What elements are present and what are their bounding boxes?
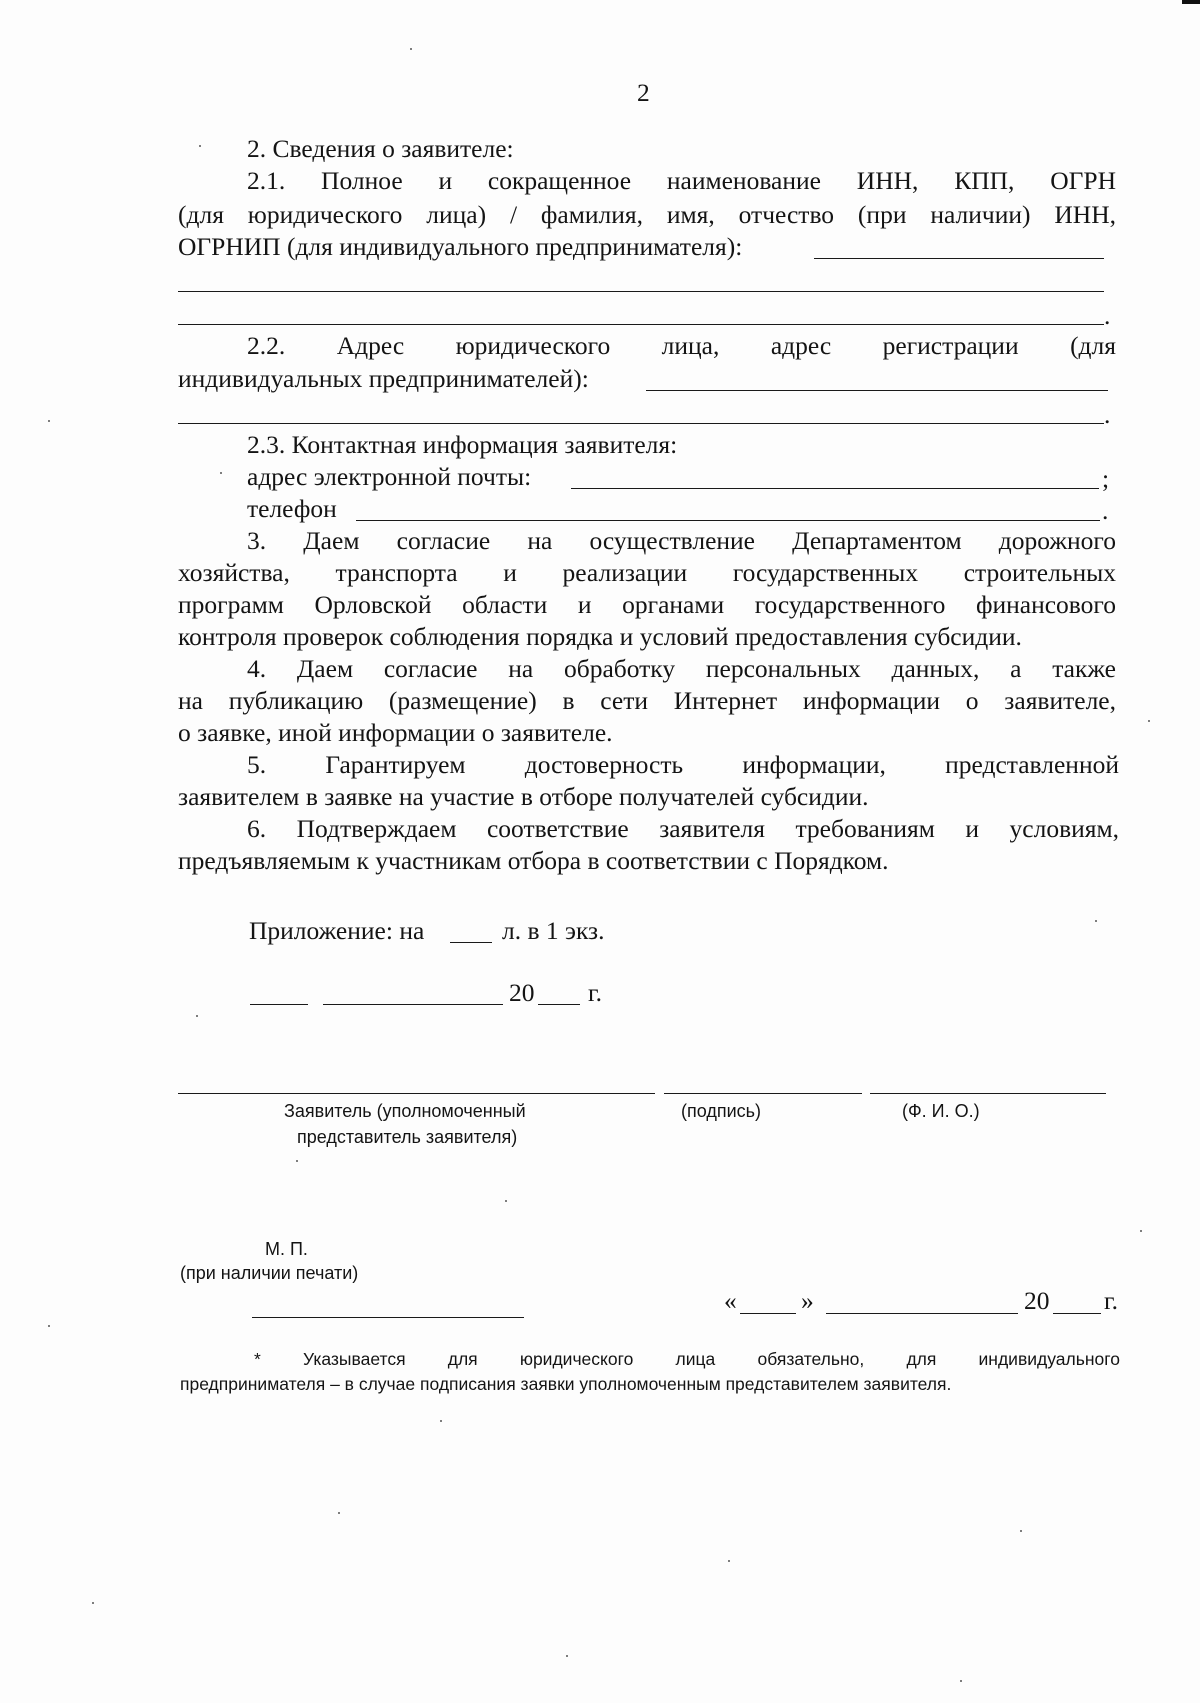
date-year-prefix: 20 — [509, 978, 535, 1007]
applicant-label-line-1: Заявитель (уполномоченный — [284, 1101, 526, 1121]
date-bottom-close-quote: » — [801, 1286, 814, 1315]
scan-speck — [728, 1560, 730, 1562]
scan-speck — [220, 472, 222, 474]
item-2-2-end-mark: . — [1104, 400, 1111, 429]
date-bottom-year-suffix: г. — [1104, 1286, 1118, 1315]
signature-line[interactable] — [664, 1093, 862, 1094]
blank-line-name-1[interactable] — [814, 258, 1104, 259]
date-day-field[interactable] — [250, 1004, 308, 1005]
scan-speck — [440, 1420, 442, 1422]
item-4-line-3: о заявке, иной информации о заявителе. — [178, 718, 613, 747]
item-2-2-line-1: 2.2. Адрес юридического лица, адрес регистрации (для — [247, 331, 1116, 360]
item-2-1-line-2: (для юридического лица) / фамилия, имя, отчество (при наличии) ИНН, — [178, 200, 1116, 229]
attachment-prefix: Приложение: на — [249, 916, 425, 945]
item-6-line-2: предъявляемым к участникам отбора в соответствии с Порядком. — [178, 846, 889, 875]
email-field[interactable] — [571, 488, 1099, 489]
item-2-1-line-3: ОГРНИП (для индивидуального предпринимателя): — [178, 232, 743, 261]
footnote-separator — [252, 1317, 524, 1318]
footnote-line-2: предпринимателя – в случае подписания заявки уполномоченным представителем заявителя. — [180, 1374, 952, 1394]
scan-speck — [960, 1680, 962, 1682]
scan-speck — [505, 1200, 507, 1202]
page-number: 2 — [637, 78, 650, 107]
scan-speck — [338, 1512, 340, 1514]
scan-speck — [48, 420, 50, 422]
signature-label: (подпись) — [681, 1101, 762, 1121]
date-bottom-month-field[interactable] — [826, 1313, 1018, 1314]
attachment-suffix: л. в 1 экз. — [502, 916, 605, 945]
item-5-line-1: 5. Гарантируем достоверность информации, представленной — [247, 750, 1119, 779]
blank-line-address-2[interactable] — [178, 423, 1104, 424]
blank-line-name-3[interactable] — [178, 324, 1104, 325]
fio-label: (Ф. И. О.) — [902, 1101, 980, 1121]
item-2-3-heading: 2.3. Контактная информация заявителя: — [247, 430, 678, 459]
date-month-field[interactable] — [323, 1004, 503, 1005]
scan-speck — [566, 1655, 568, 1657]
date-bottom-open-quote: « — [724, 1286, 737, 1315]
applicant-line[interactable] — [178, 1093, 655, 1094]
scan-speck — [199, 145, 201, 147]
date-bottom-year-prefix: 20 — [1024, 1286, 1050, 1315]
scan-speck — [196, 1015, 198, 1017]
date-year-field[interactable] — [538, 1004, 580, 1005]
email-label: адрес электронной почты: — [247, 462, 532, 491]
blank-line-name-2[interactable] — [178, 291, 1104, 292]
scan-speck — [296, 1160, 298, 1162]
item-3-line-2: хозяйства, транспорта и реализации государственных строительных — [178, 558, 1116, 587]
scan-speck — [1095, 920, 1097, 922]
date-bottom-year-field[interactable] — [1053, 1313, 1101, 1314]
date-bottom-day-field[interactable] — [740, 1313, 796, 1314]
phone-field[interactable] — [356, 520, 1100, 521]
scan-speck — [92, 1602, 94, 1604]
item-4-line-1: 4. Даем согласие на обработку персональных данных, а также — [247, 654, 1116, 683]
date-year-suffix: г. — [588, 978, 602, 1007]
phone-label: телефон — [247, 494, 337, 523]
item-2-1-end-mark: . — [1104, 301, 1111, 330]
phone-end-mark: . — [1102, 496, 1109, 525]
scan-speck — [1148, 720, 1150, 722]
item-3-line-4: контроля проверок соблюдения порядка и условий предоставления субсидии. — [178, 622, 1022, 651]
scan-speck — [1140, 1230, 1142, 1232]
attachment-sheets-field[interactable] — [450, 942, 492, 943]
fio-line[interactable] — [870, 1093, 1106, 1094]
email-end-mark: ; — [1102, 464, 1110, 493]
applicant-label-line-2: представитель заявителя) — [297, 1127, 518, 1147]
stamp-label: М. П. — [265, 1239, 308, 1259]
item-3-line-3: программ Орловской области и органами государственного финансового — [178, 590, 1116, 619]
item-4-line-2: на публикацию (размещение) в сети Интернет информации о заявителе, — [178, 686, 1116, 715]
item-2-1-line-1: 2.1. Полное и сокращенное наименование ИНН, КПП, ОГРН — [247, 166, 1116, 195]
item-6-line-1: 6. Подтверждаем соответствие заявителя требованиям и условиям, — [247, 814, 1119, 843]
item-3-line-1: 3. Даем согласие на осуществление Департаментом дорожного — [247, 526, 1116, 555]
scan-speck — [410, 48, 412, 50]
blank-line-address-1[interactable] — [646, 390, 1108, 391]
stamp-note: (при наличии печати) — [180, 1263, 359, 1283]
scan-corner-mark — [1182, 0, 1200, 4]
scan-speck — [48, 1325, 50, 1327]
item-5-line-2: заявителем в заявке на участие в отборе получателей субсидии. — [178, 782, 869, 811]
section-2-heading: 2. Сведения о заявителе: — [247, 134, 514, 163]
scan-speck — [1020, 1530, 1022, 1532]
item-2-2-line-2: индивидуальных предпринимателей): — [178, 364, 589, 393]
footnote-line-1: * Указывается для юридического лица обязательно, для индивидуального — [254, 1349, 1120, 1369]
